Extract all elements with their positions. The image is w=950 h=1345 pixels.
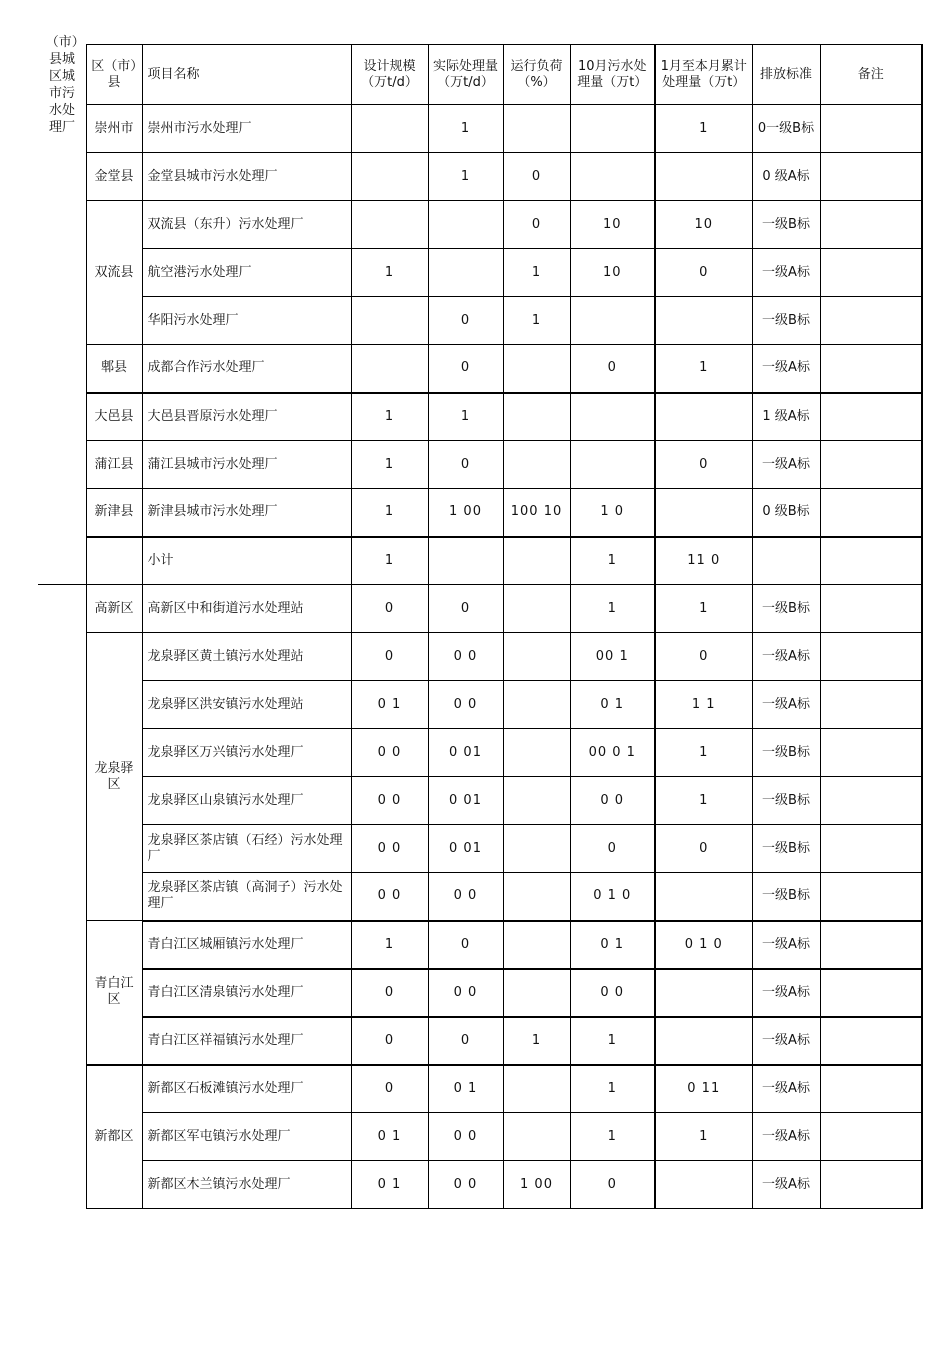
standard-cell: 一级A标 [752, 681, 820, 729]
project-cell: 大邑县晋原污水处理厂 [142, 393, 351, 441]
cumulative-cell [655, 873, 752, 921]
project-cell: 龙泉驿区万兴镇污水处理厂 [142, 729, 351, 777]
note-cell [820, 1065, 922, 1113]
design-cell: 0 1 [351, 1113, 428, 1161]
district-cell: 青白江区 [86, 921, 142, 1065]
project-cell: 蒲江县城市污水处理厂 [142, 441, 351, 489]
actual-cell: 0 1 [428, 1065, 503, 1113]
project-cell: 航空港污水处理厂 [142, 249, 351, 297]
design-cell: 0 0 [351, 729, 428, 777]
standard-cell: 一级B标 [752, 729, 820, 777]
header-cumulative: 1月至本月累计处理量（万t） [655, 45, 752, 105]
month-cell [570, 441, 655, 489]
actual-cell: 1 [428, 105, 503, 153]
design-cell: 1 [351, 249, 428, 297]
load-cell [503, 105, 570, 153]
note-cell [820, 585, 922, 633]
month-cell [570, 105, 655, 153]
note-cell [820, 681, 922, 729]
design-cell: 0 [351, 633, 428, 681]
standard-cell: 一级B标 [752, 777, 820, 825]
project-cell: 青白江区祥福镇污水处理厂 [142, 1017, 351, 1065]
cumulative-cell [655, 153, 752, 201]
standard-cell [752, 537, 820, 585]
design-cell: 0 1 [351, 1161, 428, 1209]
note-cell [820, 297, 922, 345]
load-cell [503, 345, 570, 393]
design-cell [351, 201, 428, 249]
cumulative-cell: 0 1 0 [655, 921, 752, 969]
month-cell: 1 [570, 1065, 655, 1113]
table-row [38, 777, 922, 825]
actual-cell [428, 537, 503, 585]
cumulative-cell: 1 [655, 585, 752, 633]
note-cell [820, 1161, 922, 1209]
load-cell [503, 729, 570, 777]
month-cell: 0 1 [570, 921, 655, 969]
project-cell: 龙泉驿区洪安镇污水处理站 [142, 681, 351, 729]
table-row [38, 153, 922, 201]
month-cell: 0 [570, 345, 655, 393]
district-cell: 新津县 [86, 489, 142, 537]
note-cell [820, 153, 922, 201]
actual-cell: 0 [428, 585, 503, 633]
project-cell: 金堂县城市污水处理厂 [142, 153, 351, 201]
standard-cell: 一级A标 [752, 1065, 820, 1113]
actual-cell: 1 [428, 153, 503, 201]
note-cell [820, 201, 922, 249]
cumulative-cell: 1 1 [655, 681, 752, 729]
load-cell: 1 00 [503, 1161, 570, 1209]
category-label: （市）县城区城市污水处理厂 [45, 35, 79, 135]
month-cell: 1 [570, 537, 655, 585]
table-row [38, 345, 922, 393]
table-row [38, 393, 922, 441]
load-cell: 1 [503, 1017, 570, 1065]
district-cell [86, 537, 142, 585]
note-cell [820, 489, 922, 537]
design-cell: 0 0 [351, 777, 428, 825]
load-cell [503, 393, 570, 441]
category-cell [38, 45, 86, 105]
standard-cell: 0 级B标 [752, 489, 820, 537]
load-cell [503, 777, 570, 825]
cumulative-cell: 1 [655, 777, 752, 825]
table-row [38, 825, 922, 873]
cumulative-cell: 0 [655, 825, 752, 873]
district-cell: 双流县 [86, 201, 142, 345]
district-cell: 新都区 [86, 1065, 142, 1209]
table-row [38, 1113, 922, 1161]
district-cell: 金堂县 [86, 153, 142, 201]
project-cell: 成都合作污水处理厂 [142, 345, 351, 393]
load-cell [503, 1113, 570, 1161]
design-cell [351, 297, 428, 345]
load-cell: 100 10 [503, 489, 570, 537]
design-cell: 1 [351, 537, 428, 585]
design-cell [351, 105, 428, 153]
table-row [38, 921, 922, 969]
standard-cell: 一级B标 [752, 825, 820, 873]
table-row [38, 1017, 922, 1065]
table-row [38, 681, 922, 729]
design-cell: 0 [351, 969, 428, 1017]
actual-cell: 0 01 [428, 777, 503, 825]
design-cell: 0 [351, 1017, 428, 1065]
actual-cell: 0 [428, 441, 503, 489]
cumulative-cell: 11 0 [655, 537, 752, 585]
table-row [38, 969, 922, 1017]
project-cell: 龙泉驿区茶店镇（高洞子）污水处理厂 [142, 873, 351, 921]
district-cell: 郫县 [86, 345, 142, 393]
load-cell [503, 441, 570, 489]
load-cell: 0 [503, 153, 570, 201]
cumulative-cell: 0 [655, 249, 752, 297]
project-cell: 新都区木兰镇污水处理厂 [142, 1161, 351, 1209]
standard-cell: 一级A标 [752, 633, 820, 681]
month-cell [570, 297, 655, 345]
cumulative-cell: 0 11 [655, 1065, 752, 1113]
cumulative-cell [655, 969, 752, 1017]
cumulative-cell: 1 [655, 1113, 752, 1161]
project-cell: 新都区石板滩镇污水处理厂 [142, 1065, 351, 1113]
month-cell: 0 1 [570, 681, 655, 729]
design-cell: 0 1 [351, 681, 428, 729]
month-cell [570, 393, 655, 441]
project-cell: 新津县城市污水处理厂 [142, 489, 351, 537]
design-cell: 0 [351, 1065, 428, 1113]
design-cell: 1 [351, 921, 428, 969]
actual-cell: 0 [428, 345, 503, 393]
standard-cell: 一级A标 [752, 921, 820, 969]
load-cell [503, 921, 570, 969]
standard-cell: 一级A标 [752, 1017, 820, 1065]
note-cell [820, 537, 922, 585]
project-cell: 龙泉驿区茶店镇（石经）污水处理厂 [142, 825, 351, 873]
header-month: 10月污水处理量（万t） [570, 45, 655, 105]
actual-cell: 1 00 [428, 489, 503, 537]
month-cell: 10 [570, 201, 655, 249]
load-cell [503, 969, 570, 1017]
actual-cell [428, 249, 503, 297]
month-cell: 0 [570, 1161, 655, 1209]
cumulative-cell [655, 393, 752, 441]
note-cell [820, 105, 922, 153]
standard-cell: 一级B标 [752, 873, 820, 921]
standard-cell: 0 级A标 [752, 153, 820, 201]
load-cell: 1 [503, 297, 570, 345]
table-row [38, 105, 922, 153]
standard-cell: 一级A标 [752, 249, 820, 297]
standard-cell: 0一级B标 [752, 105, 820, 153]
design-cell: 0 0 [351, 825, 428, 873]
table-row [38, 201, 922, 249]
load-cell [503, 825, 570, 873]
load-cell [503, 681, 570, 729]
project-cell: 崇州市污水处理厂 [142, 105, 351, 153]
district-cell: 高新区 [86, 585, 142, 633]
actual-cell: 0 0 [428, 1113, 503, 1161]
district-cell: 大邑县 [86, 393, 142, 441]
project-cell: 高新区中和街道污水处理站 [142, 585, 351, 633]
load-cell [503, 633, 570, 681]
load-cell [503, 585, 570, 633]
header-district: 区（市）县 [86, 45, 142, 105]
design-cell [351, 153, 428, 201]
header-note: 备注 [820, 45, 922, 105]
note-cell [820, 1017, 922, 1065]
month-cell: 0 [570, 825, 655, 873]
actual-cell: 0 0 [428, 1161, 503, 1209]
actual-cell: 0 [428, 1017, 503, 1065]
month-cell: 1 [570, 1017, 655, 1065]
standard-cell: 一级B标 [752, 585, 820, 633]
note-cell [820, 345, 922, 393]
design-cell [351, 345, 428, 393]
table-row [38, 1161, 922, 1209]
actual-cell [428, 201, 503, 249]
cumulative-cell: 10 [655, 201, 752, 249]
header-load: 运行负荷（%） [503, 45, 570, 105]
month-cell: 00 0 1 [570, 729, 655, 777]
design-cell: 0 [351, 585, 428, 633]
note-cell [820, 633, 922, 681]
standard-cell: 一级A标 [752, 345, 820, 393]
header-design: 设计规模（万t/d） [351, 45, 428, 105]
standard-cell: 一级A标 [752, 1161, 820, 1209]
table-row [38, 729, 922, 777]
table-row [38, 441, 922, 489]
month-cell: 0 0 [570, 969, 655, 1017]
cumulative-cell [655, 1161, 752, 1209]
project-cell: 新都区军屯镇污水处理厂 [142, 1113, 351, 1161]
month-cell: 10 [570, 249, 655, 297]
design-cell: 1 [351, 489, 428, 537]
actual-cell: 0 [428, 297, 503, 345]
load-cell: 0 [503, 201, 570, 249]
standard-cell: 一级B标 [752, 297, 820, 345]
note-cell [820, 729, 922, 777]
cumulative-cell: 0 [655, 633, 752, 681]
actual-cell: 0 0 [428, 681, 503, 729]
project-cell: 小计 [142, 537, 351, 585]
table-row [38, 873, 922, 921]
month-cell: 1 [570, 1113, 655, 1161]
standard-cell: 一级A标 [752, 1113, 820, 1161]
project-cell: 青白江区城厢镇污水处理厂 [142, 921, 351, 969]
month-cell: 0 1 0 [570, 873, 655, 921]
note-cell [820, 777, 922, 825]
standard-cell: 1 级A标 [752, 393, 820, 441]
note-cell [820, 921, 922, 969]
project-cell: 华阳污水处理厂 [142, 297, 351, 345]
project-cell: 青白江区清泉镇污水处理厂 [142, 969, 351, 1017]
note-cell [820, 873, 922, 921]
cumulative-cell: 1 [655, 729, 752, 777]
actual-cell: 0 0 [428, 633, 503, 681]
month-cell: 1 [570, 585, 655, 633]
table-row [38, 633, 922, 681]
month-cell: 1 0 [570, 489, 655, 537]
actual-cell: 0 0 [428, 969, 503, 1017]
note-cell [820, 441, 922, 489]
table-row [38, 297, 922, 345]
actual-cell: 1 [428, 393, 503, 441]
wastewater-table [38, 44, 923, 1209]
table-row [38, 1065, 922, 1113]
month-cell [570, 153, 655, 201]
month-cell: 0 0 [570, 777, 655, 825]
standard-cell: 一级A标 [752, 441, 820, 489]
table-row [38, 249, 922, 297]
cumulative-cell: 0 [655, 441, 752, 489]
header-actual: 实际处理量（万t/d） [428, 45, 503, 105]
standard-cell: 一级B标 [752, 201, 820, 249]
load-cell [503, 537, 570, 585]
month-cell: 00 1 [570, 633, 655, 681]
district-cell: 龙泉驿区 [86, 633, 142, 921]
header-standard: 排放标准 [752, 45, 820, 105]
table-row [38, 489, 922, 537]
cumulative-cell: 1 [655, 345, 752, 393]
actual-cell: 0 [428, 921, 503, 969]
note-cell [820, 393, 922, 441]
cumulative-cell [655, 489, 752, 537]
header-project: 项目名称 [142, 45, 351, 105]
table-row [38, 585, 922, 633]
design-cell: 0 0 [351, 873, 428, 921]
actual-cell: 0 01 [428, 825, 503, 873]
load-cell: 1 [503, 249, 570, 297]
actual-cell: 0 01 [428, 729, 503, 777]
district-cell: 崇州市 [86, 105, 142, 153]
project-cell: 龙泉驿区山泉镇污水处理厂 [142, 777, 351, 825]
load-cell [503, 1065, 570, 1113]
note-cell [820, 1113, 922, 1161]
cumulative-cell [655, 1017, 752, 1065]
cumulative-cell: 1 [655, 105, 752, 153]
project-cell: 双流县（东升）污水处理厂 [142, 201, 351, 249]
note-cell [820, 969, 922, 1017]
note-cell [820, 249, 922, 297]
load-cell [503, 873, 570, 921]
standard-cell: 一级A标 [752, 969, 820, 1017]
actual-cell: 0 0 [428, 873, 503, 921]
district-cell: 蒲江县 [86, 441, 142, 489]
header-row [38, 45, 922, 105]
project-cell: 龙泉驿区黄土镇污水处理站 [142, 633, 351, 681]
design-cell: 1 [351, 441, 428, 489]
design-cell: 1 [351, 393, 428, 441]
subtotal-row [38, 537, 922, 585]
cumulative-cell [655, 297, 752, 345]
note-cell [820, 825, 922, 873]
